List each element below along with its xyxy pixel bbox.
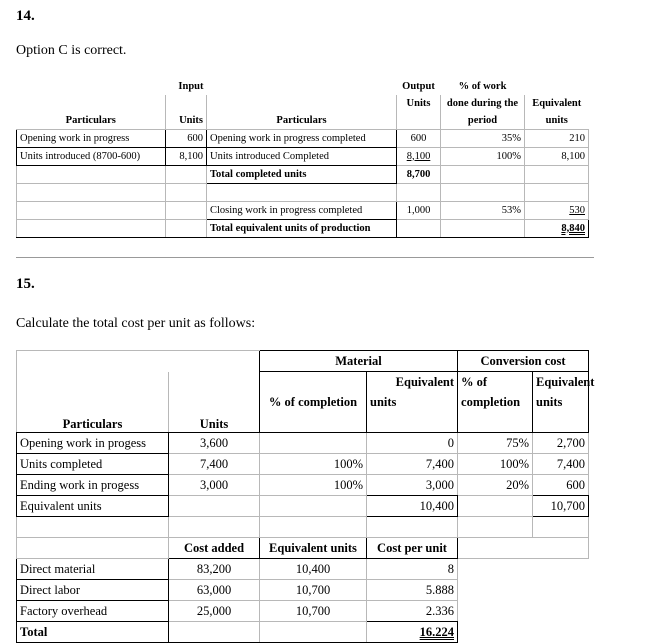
table-row [17, 166, 589, 184]
row-equiv [525, 220, 589, 238]
cost-label: Factory overhead [17, 601, 169, 622]
row-conversion-pct [458, 496, 533, 517]
row-conversion-eq: 7,400 [533, 454, 589, 475]
table-row [17, 496, 589, 517]
header-conversion: Conversion cost [458, 351, 589, 372]
header-pct-1: % of work [458, 80, 507, 92]
table-header-row [17, 392, 589, 412]
header-material-pct-completion: % of completion [260, 392, 367, 412]
table-header-row [17, 412, 589, 433]
header-material: Material [260, 351, 458, 372]
row-output: 8,700 [397, 166, 441, 184]
equivalent-units-table [16, 78, 589, 238]
cost-header-row [17, 538, 589, 559]
header-cost-per-unit: Cost per unit [367, 538, 458, 559]
table-row [17, 220, 589, 238]
cost-added: 25,000 [169, 601, 260, 622]
row-material-pct [260, 496, 367, 517]
header-particulars: Particulars [17, 412, 169, 433]
row-label: Equivalent units [17, 496, 169, 517]
row-pct: 100% [441, 148, 525, 166]
row-particulars: Units introduced (8700-600) [17, 148, 166, 166]
question-15-number: 15. [16, 276, 35, 292]
row-equiv-value: 530 [569, 204, 585, 216]
header-conversion-equivalent: Equivalent [533, 372, 589, 393]
question-15-intro: Calculate the total cost per unit as follows: [16, 316, 256, 331]
table-header-row [17, 372, 589, 393]
header-particulars: Particulars [17, 112, 166, 130]
row-material-eq: 3,000 [367, 475, 458, 496]
row-label: Units completed [17, 454, 169, 475]
header-conversion-pct-of: % of [458, 372, 533, 393]
row-units: 7,400 [169, 454, 260, 475]
header-particulars-2: Particulars [207, 112, 397, 130]
cost-added: 83,200 [169, 559, 260, 580]
row-units [169, 496, 260, 517]
row-particulars-2: Total equivalent units of production [207, 220, 397, 238]
row-particulars: Opening work in progress [17, 130, 166, 148]
cost-row [17, 559, 589, 580]
cost-added: 63,000 [169, 580, 260, 601]
header-conversion-units: units [533, 392, 589, 412]
row-pct: 35% [441, 130, 525, 148]
row-units: 3,000 [169, 475, 260, 496]
row-equiv: 210 [525, 130, 589, 148]
row-particulars-2: Total completed units [207, 166, 397, 184]
row-conversion-eq: 600 [533, 475, 589, 496]
table-row [17, 454, 589, 475]
row-input: 600 [166, 130, 207, 148]
cost-per-unit: 2.336 [367, 601, 458, 622]
row-conversion-pct: 100% [458, 454, 533, 475]
cost-row [17, 580, 589, 601]
cost-label: Direct material [17, 559, 169, 580]
table-row [17, 148, 589, 166]
row-equiv-value: 8,840 [561, 222, 585, 234]
header-material-equivalent: Equivalent [367, 372, 458, 393]
row-conversion-eq: 10,700 [533, 496, 589, 517]
cost-per-unit-total: 16.224 [419, 624, 455, 639]
row-particulars-2: Units introduced Completed [207, 148, 397, 166]
table-header-row [17, 112, 589, 130]
header-input-2: Units [166, 112, 207, 130]
row-pct: 53% [441, 202, 525, 220]
table-header-row [17, 95, 589, 112]
header-conversion-completion: completion [458, 392, 533, 412]
table-row [17, 433, 589, 454]
header-units: Units [169, 412, 260, 433]
row-units: 3,600 [169, 433, 260, 454]
table-row [17, 130, 589, 148]
table-spacer-row [17, 517, 589, 538]
table-row [17, 475, 589, 496]
cost-per-unit [367, 622, 458, 643]
row-equiv [525, 202, 589, 220]
row-material-pct: 100% [260, 454, 367, 475]
header-output-2: Units [397, 95, 441, 112]
question-14-answer: Option C is correct. [16, 43, 127, 58]
table-spacer-row [17, 184, 589, 202]
row-material-eq: 0 [367, 433, 458, 454]
row-conversion-pct: 20% [458, 475, 533, 496]
table-header-row [17, 351, 589, 372]
row-equiv: 8,100 [525, 148, 589, 166]
header-pct-2: done during the [441, 95, 525, 112]
cost-label: Direct labor [17, 580, 169, 601]
header-cost-added: Cost added [169, 538, 260, 559]
row-particulars-2: Closing work in progress completed [207, 202, 397, 220]
header-material-units: units [367, 392, 458, 412]
header-pct-3: period [441, 112, 525, 130]
row-output [397, 148, 441, 166]
header-equivalent-units: Equivalent units [260, 538, 367, 559]
cost-row [17, 622, 589, 643]
row-output-value: 8,100 [406, 150, 431, 162]
row-output: 1,000 [397, 202, 441, 220]
cost-per-unit-table [16, 350, 595, 643]
row-output: 600 [397, 130, 441, 148]
cost-row [17, 601, 589, 622]
row-particulars-2: Opening work in progress completed [207, 130, 397, 148]
row-material-eq: 10,400 [367, 496, 458, 517]
question-14-number: 14. [16, 8, 35, 24]
header-output-1: Output [402, 80, 435, 92]
cost-equivalent-units: 10,700 [260, 601, 367, 622]
cost-per-unit: 8 [367, 559, 458, 580]
row-material-pct: 100% [260, 475, 367, 496]
cost-equivalent-units: 10,700 [260, 580, 367, 601]
row-conversion-pct: 75% [458, 433, 533, 454]
header-equiv-1: Equivalent [525, 95, 589, 112]
header-input-1: Input [178, 80, 204, 92]
header-equiv-2: units [525, 112, 589, 130]
row-label: Ending work in progess [17, 475, 169, 496]
row-material-eq: 7,400 [367, 454, 458, 475]
row-label: Opening work in progess [17, 433, 169, 454]
row-conversion-eq: 2,700 [533, 433, 589, 454]
cost-label: Total [17, 622, 169, 643]
table-row [17, 202, 589, 220]
section-divider [16, 257, 594, 258]
table-header-row [17, 78, 589, 95]
cost-equivalent-units: 10,400 [260, 559, 367, 580]
cost-per-unit: 5.888 [367, 580, 458, 601]
row-material-pct [260, 433, 367, 454]
row-input: 8,100 [166, 148, 207, 166]
